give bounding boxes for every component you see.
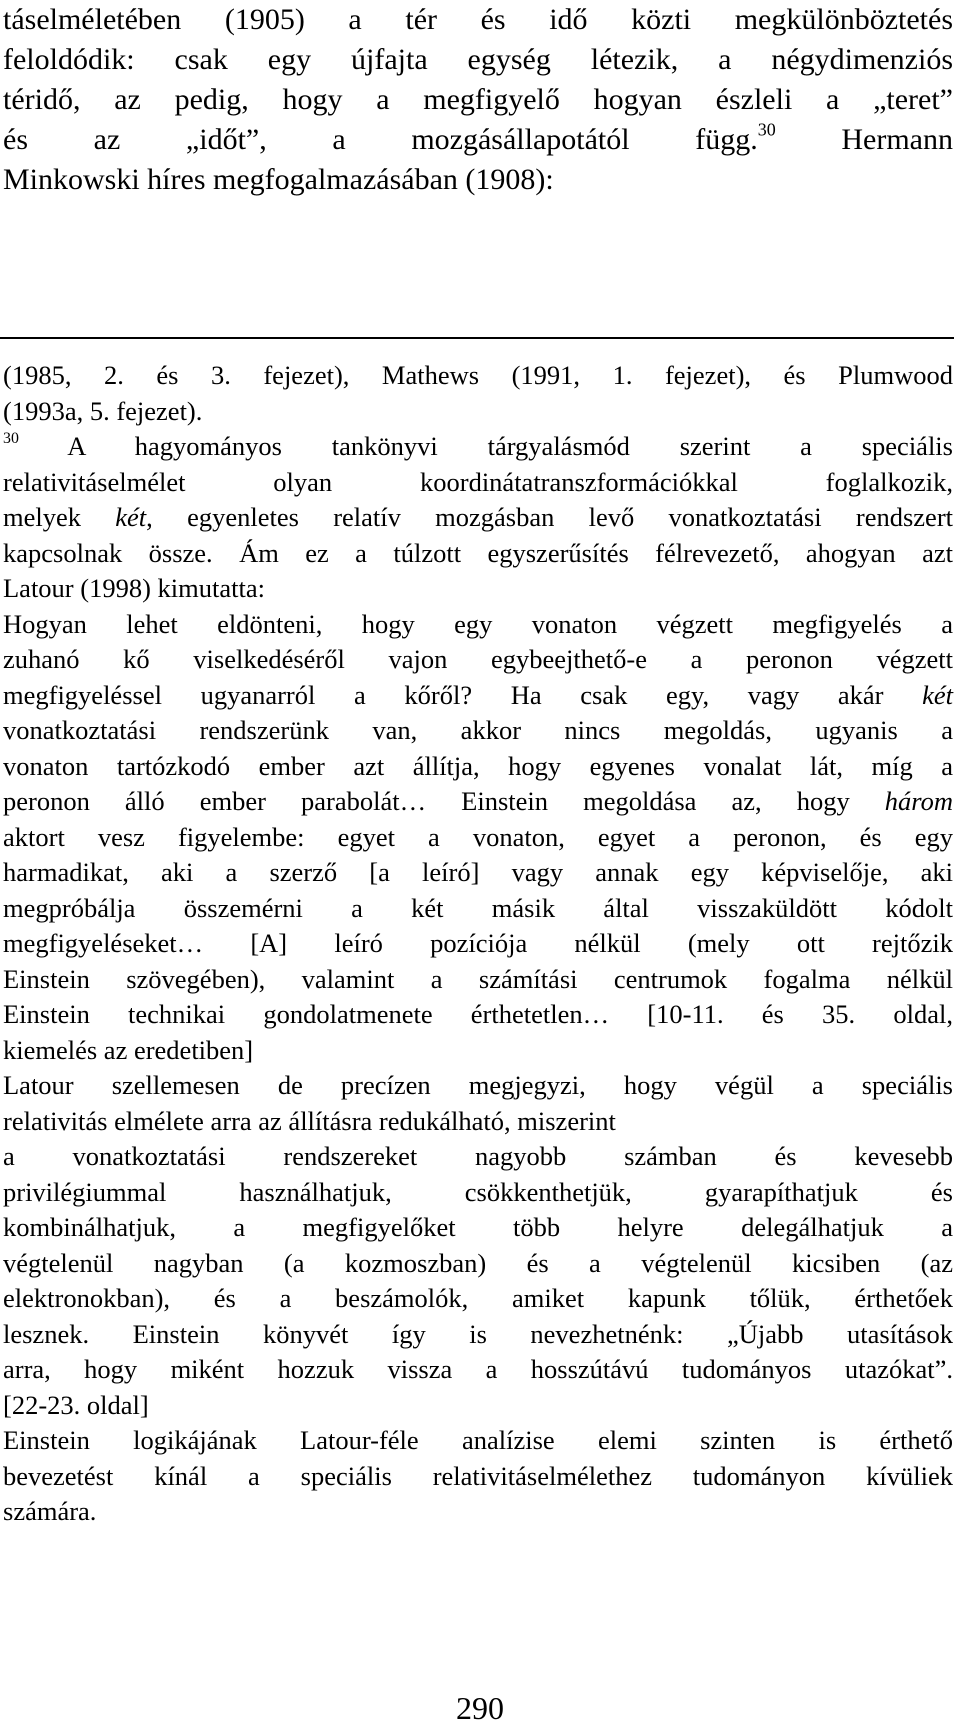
footnote-paragraph: Latour szellemesen de precízen megjegyzi, hogy végül a speciális relativitás elmélete arra az állításra redukálható, miszerint	[3, 1070, 953, 1136]
block-quote: Hogyan lehet eldönteni, hogy egy vonaton végzett megfigyelés a zuhanó kő viselkedéséről vajon egybeejthető-e a peronon végzett megfigyeléssel ugyanarról a kőről? Ha csak egy, vagy akár két vonatkoztatási rendszerünk van, akkor nincs megoldás, ugyanis a vonaton tartózkodó ember azt állítja, hogy egyenes vonalat lát, míg a peronon álló ember parabolát… Einstein megoldása az, hogy három aktort vesz figyelembe: egyet a vonaton, egyet a peronon, és egy harmadikat, aki a szerző [a leíró] vagy annak egy képviselője, aki megpróbálja összemérni a két másik által visszaküldött kódolt megfigyeléseket… [A] leíró pozíciója nélkül (mely ott rejtőzik Einstein szövegében), valamint a számítási centrumok fogalma nélkül Einstein technikai gondolatmenete érthetetlen… [10-11. és 35. oldal, kiemelés az eredetiben]	[3, 608, 953, 1065]
main-line: és az „időt”, a mozgásállapotától függ.$^{30}$ Hermann	[3, 119, 953, 156]
main-line: táselméletében (1905) a tér és idő közti megkülönböztetés	[3, 3, 953, 36]
main-line: Minkowski híres megfogalmazásában (1908):	[3, 163, 554, 196]
main-line: téridő, az pedig, hogy a megfigyelő hogyan észleli a „teret”	[3, 83, 953, 116]
footnote-marker: 30	[3, 430, 19, 448]
footnote-separator	[0, 337, 954, 339]
footnote-reference[interactable]: 30	[757, 119, 776, 140]
footnote-30: $^{30}$ A hagyományos tankönyvi tárgyalásmód szerint a speciális relativitáselmélet olyan koordinátatranszformációkkal foglalkozik, melyek két, egyenletes relatív mozgásban levő vonatkoztatási rendszert kapcsolnak össze. Ám ez a túlzott egyszerűsítés félrevezető, ahogyan azt Latour (1998) kimutatta:	[3, 430, 954, 603]
main-line: feloldódik: csak egy újfajta egység létezik, a négydimenziós	[3, 43, 953, 76]
block-quote: a vonatkoztatási rendszereket nagyobb számban és kevesebb privilégiummal használhatjuk, csökkenthetjük, gyarapíthatjuk és kombinálhatjuk, a megfigyelőket több helyre delegálhatjuk a végtelenül nagyban (a kozmoszban) és a végtelenül kicsiben (az elektronokban), és a beszámolók, amiket kapunk tőlük, érthetőek lesznek. Einstein könyvét így is nevezhetnénk: „Újabb utasítások arra, hogy miként hozzuk vissza a hosszútávú tudományos utazókat”. [22-23. oldal]	[3, 1141, 953, 1420]
footnote-continued: (1985, 2. és 3. fejezet), Mathews (1991, 1. fejezet), és Plumwood (1993a, 5. fejezet).	[3, 360, 953, 426]
main-text	[3, 0, 953, 200]
footnotes	[3, 358, 953, 1530]
footnote-paragraph: Einstein logikájának Latour-féle analízise elemi szinten is érthető bevezetést kínál a speciális relativitáselmélethez tudományon kívüliek számára.	[3, 1425, 953, 1526]
page-number: 290	[456, 1690, 504, 1726]
